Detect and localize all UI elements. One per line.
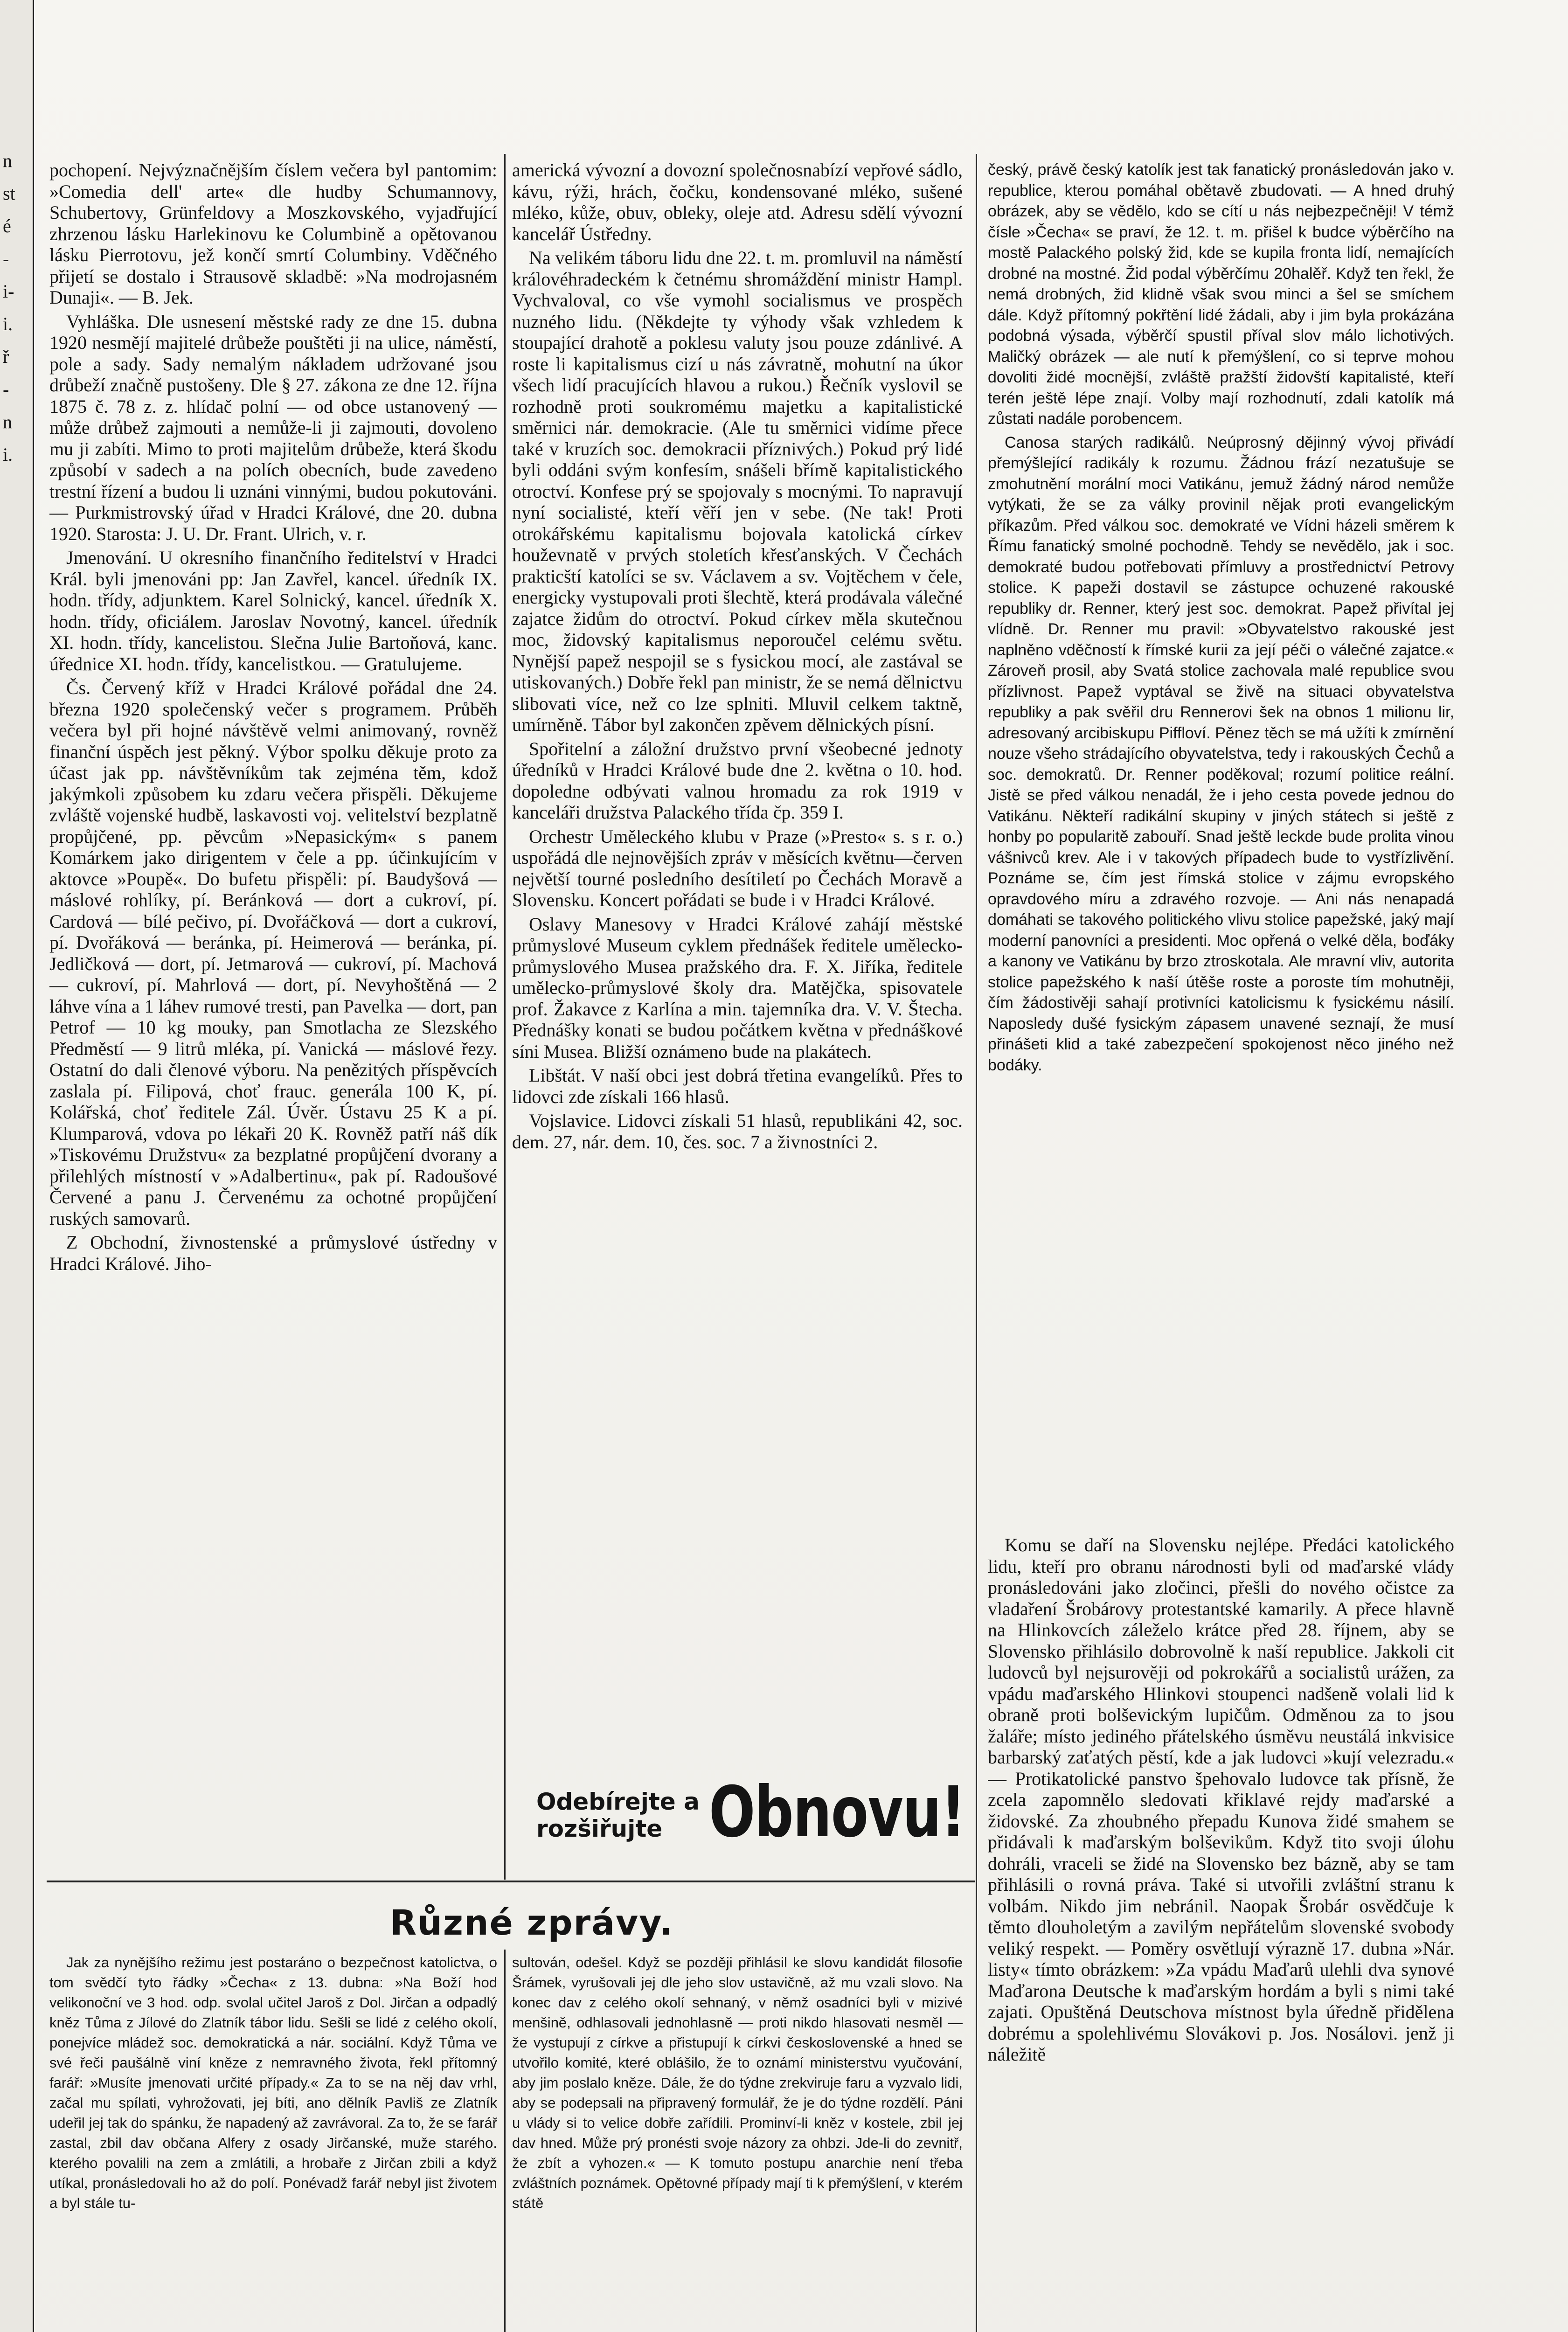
- margin-fragment: n: [3, 411, 12, 432]
- article-paragraph: Orchestr Uměleckého klubu v Praze (»Presto« s. s r. o.) uspořádá dle nejnovějších zpráv v měsících květnu—červen největší tourné posledního desítiletí po Čechách Moravě a Slovensku. Koncert pořádati se bude i v Hradci Králové.: [512, 826, 963, 910]
- article-paragraph: Komu se daří na Slovensku nejlépe. Předáci katolického lidu, kteří pro obranu národnosti byli od maďarské vlády pronásledováni jako zločinci, přešli do nového očistce za vladaření Šrobárovy protestantské kamarily. A přece hlavně na Hlinkovcích záleželo krátce před 28. říjnem, aby se Slovensko přihlásilo dobrovolně k naší republice. Jakkoli cit ludovců byl nejsurověji od pokrokářů a socialistů urážen, za vpádu maďarského Hlinkovi stoupenci nadšeně volali lid k obraně proti bolševickým lupičům. Odměnou za to jsou žaláře; místo jediného přátelského úsměvu neustálá inkvisice barbarský zaťatých pěstí, kde a jak ludovci »kují velezradu.« — Protikatolické panstvo špehovalo ludovce tak přísně, že zcela zapomnělo sledovati křiklavé rejdy maďarské a židovské. Za zhoubného přepadu Kunova židé smahem se přidávali k maďarským bolševikům. Když tito svoji úlohu dohráli, vraceli se židé na Slovensko bez bázně, aby se tam přihlásili o rovná práva. Také si utvořili zvláštní stranu k volbám. Nikdo jim nebránil. Naopak Šrobár osvědčuje k těmto dlouholetým a zavilým nepřátelům slovenské svobody veliký respekt. — Poměry osvětlují výrazně 17. dubna »Nár. listy« tímto obrázkem: »Za vpádu Maďarů ulehli dva synové Maďarona Deutsche k maďarským hordám a byli s nimi také zajati. Opuštěná Deutschova místnost byla úředně přidělena dobrému a spolehlivému Slovákovi p. Jos. Nosálovi. jenž ji náležitě: [988, 1534, 1454, 2065]
- article-column-1: [49, 160, 497, 1881]
- subscription-ad: [536, 1772, 970, 1853]
- article-paragraph: Oslavy Manesovy v Hradci Králové zahájí městské průmyslové Museum cyklem přednášek ředitele umělecko-průmyslového Musea pražského dra. F. X. Jiříka, ředitele umělecko-průmyslové školy dra. Matějčka, spisovatele prof. Žakavce z Karlína a min. tajemníka dra. V. V. Štecha. Přednášky konati se budou počátkem května v přednáškové síni Musea. Bližší oznámeno bude na plakátech.: [512, 913, 963, 1062]
- margin-fragment: i.: [3, 313, 13, 334]
- article-paragraph: český, právě český katolík jest tak fanatický pronásledován jako v. republice, kterou pomáhal obětavě zbudovati. — A hned druhý obrázek, aby se vědělo, kdo se cítí u nás nejbezpečněji! V témž čísle »Čecha« se praví, že 12. t. m. přišel k budce výběrčího na mostě Palackého polský žid, kde se kupila fronta lidí, nemajících drobné na mostné. Žid podal výběrčímu 20halěř. Když ten řekl, že nemá drobných, žid klidně však svou minci a šel se smíchem dále. Když přítomný pokřtění lidé žádali, aby i jim byla prokázána podobná výsada, výběrčí spustil příval slov málo lichotivých. Maličký obrázek — ale nutí k přemýšlení, co si teprve mohou dovoliti židé mocnější, zvláště pražští židovští kapitalisté, kteří terén ještě lépe znají. Volby mají rozhodnutí, zdali katolík má zůstati nadále porobencem.: [988, 161, 1454, 428]
- margin-fragment: é: [3, 215, 11, 236]
- ad-slogan: Odebírejte a rozšiřujte: [536, 1788, 700, 1842]
- article-paragraph: Libštát. V naší obci jest dobrá třetina evangelíků. Přes to lidovci zde získali 166 hlasů.: [512, 1065, 963, 1107]
- article-paragraph: americká vývozní a dovozní společnosnabízí vepřové sádlo, kávu, rýži, hrách, čočku, kondensované mléko, sušené mléko, kůže, obuv, obleky, oleje atd. Adresu sdělí vývozní kancelář Ústředny.: [512, 160, 963, 244]
- article-paragraph: Jak za nynějšího režimu jest postaráno o bezpečnost katolictva, o tom svědčí tyto řádky »Čecha« z 13. dubna: »Na Boží hod velikonoční ve 3 hod. odp. svolal učitel Jaroš z Dol. Jirčan a odpadlý kněz Tůma z Jílové do Zlatník tábor lidu. Sešli se lidé z celého okolí, ponejvíce mládež soc. demokratická a nár. sociální. Když Tůma ve své řeči paušálně viní kněze z nemravného života, řekl přítomný farář: »Musíte jmenovati určité případy.« Za to se na něj dav vrhl, začal mu spílati, vyhrožovati, jej bíti, ano dělník Pavliš ze Zlatník udeřil jej tak do spánku, že napadený až zavrávoral. Za to, že se farář zastal, zbil dav občana Alfery z osady Jirčanské, muže starého. kterého povalili na zem a zmlátili, a hrobaře z Jirčan zbili a když utíkal, pronásledovali ho až do polí. Ponévadž farář nebyl jist životem a byl stále tu-: [49, 1954, 497, 2211]
- ad-title: Obnovu!: [709, 1772, 965, 1853]
- article-paragraph: Jmenování. U okresního finančního ředitelství v Hradci Král. byli jmenováni pp: Jan Zavřel, kancel. úředník IX. hodn. třídy, adjunktem. Karel Solnický, kancel. úředník X. hodn. třídy, oficiálem. Jaroslav Novotný, kancel. úředník XI. hodn. třídy, kancelistou. Slečna Julie Bartoňová, kanc. úřednice XI. hodn. třídy, kancelistkou. — Gratulujeme.: [49, 547, 497, 674]
- article-paragraph: Čs. Červený kříž v Hradci Králové pořádal dne 24. března 1920 společenský večer s programem. Průběh večera byl při hojné návštěvě velmi animovaný, rovněž finanční úspěch jest pěkný. Výbor spolku děkuje proto za účast jak pp. návštěvníkům tak zejména těm, kdož jakýmkoli způsobem ku zdaru večera přispěli. Děkujeme zvláště vojenské hudbě, laskavosti voj. velitelství bezplatně propůjčené, pp. pěvcům »Nepasickým« s panem Komárkem jako dirigentem v čele a pp. účinkujícím v aktovce »Poupě«. Do bufetu přispěli: pí. Baudyšová — máslové rohlíky, pí. Beránková — dort a cukroví, pí. Cardová — bílé pečivo, pí. Dvořáčková — dort a cukroví, pí. Dvořáková — beránka, pí. Heimerová — beránka, pí. Jedličková — dort, pí. Jetmarová — cukroví, pí. Machová — cukroví, pí. Mahrlová — dort, pí. Nevyhoštěná — 2 láhve vína a 1 láhev rumové tresti, pan Pavelka — dort, pan Petrof — 10 kg mouky, pan Smotlacha ze Slezského Předměstí — 9 litrů mléka, pí. Vanická — máslové řezy. Ostatní do dali členové výboru. Na penězitých příspěvcích zaslala pí. Filipová, choť frauc. generála 100 K, pí. Kolářská, choť ředitele Zál. Úvěr. Ústavu 25 K a pí. Klumparová, vdova po lékaři 20 K. Rovněž patří náš dík »Tiskovému Družstvu« za bezplatné propůjčení dvorany a přilehlých místností v »Adalbertinu«, pak pí. Radoušové Červené a panu J. Červenému za ochotné propůjčení ruských samovarů.: [49, 677, 497, 1229]
- column-rule: [504, 1950, 506, 2332]
- section-title: Různé zprávy.: [390, 1903, 673, 1943]
- margin-fragment: st: [3, 183, 15, 204]
- article-paragraph: Na velikém táboru lidu dne 22. t. m. promluvil na náměstí královéhradeckém k četnému shromáždění ministr Hampl. Vychvaloval, co vše vymohl socialismus ve prospěch nuzného lidu. (Někdejte ty výhody však vzhledem k stoupající drahotě a poklesu valuty jsou pouze zdánlivé. A roste li kapitalismus cizí u nás závratně, mohutní na úkor všech lidí pracujících hlavou a rukou.) Řečník vyslovil se rozhodně proti soukromému majetku a kapitalistické směrnici nár. demokracie. (Ale tu směrnici vidíme přece také v kruzích soc. demokracii příznivých.) Pokud prý lidé byli oddáni svým konfesím, snášeli břímě kapitalistického otroctví. Konfese prý se spojovaly s mocnými. To napravují nyní socialisté, kteří věří jen v sebe. (Ne tak! Proti otrokářskému kapitalismu bojovala katolická církev houževnatě v prvých stoletích křesťanských. V Čechách prakticští katolíci se sv. Václavem a sv. Vojtěchem v čele, energicky vystupovali proti šlechtě, která prodávala válečné zajatce židům do otroctví. Pokud církev měla skutečnou moc, židovský kapitalismus neporoučel celému světu. Nynější papež nespojil se s fysickou mocí, ale zastával se utiskovaných.) Dobře řekl pan ministr, že se nemá dělnictvu slibovati více, než co lze splniti. Mluvil celkem taktně, umírněně. Tábor byl zakončen zpěvem dělnických písní.: [512, 247, 963, 735]
- article-paragraph: sultován, odešel. Když se později přihlásil ke slovu kandidát filosofie Šrámek, vyrušovali jej dle jeho slov ustavičně, až mu vzali slovo. Na konec dav z celého okolí sehnaný, v němž osadníci byli v mizivé menšině, odhlasovali jednohlasně — proti nikdo hlasovati nesměl — že vystupují z církve a přistupují k církvi československé a hned se utvořilo komité, které oblášilo, že to oznámí ministerstvu vyučování, aby jim poslalo kněze. Dále, že do týdne zrekviruje faru a vyzvalo lidi, aby se podepsali na připravený formulář, že je do týdne rozdělí. Páni u vlády si to velice dobře zařídili. Prominví-li kněz v kostele, zbil jej dav hned. Může prý pronésti svoje názory za ohbzi. Jde-li do zevnitř, že zbít a vyhozen.« — K tomuto postupu anarchie není třeba zvláštních poznámek. Opětovné případy mají ti k přemýšlení, v kterém státě: [512, 1954, 963, 2211]
- column-rule: [976, 154, 977, 2332]
- article-paragraph: Spořitelní a záložní družstvo první všeobecné jednoty úředníků v Hradci Králové bude dne 2. května o 10. hod. dopoledne odbývati valnou hromadu za rok 1919 v kanceláři družstva Palackého třída čp. 359 I.: [512, 738, 963, 823]
- article-paragraph: Z Obchodní, živnostenské a průmyslové ústředny v Hradci Králové. Jiho-: [49, 1232, 497, 1274]
- section-rule: [47, 1881, 975, 1882]
- margin-fragment: -: [3, 379, 9, 400]
- column-rule: [504, 154, 506, 1880]
- article-column-2: [512, 160, 963, 1764]
- margin-fragment: i-: [3, 281, 14, 302]
- article-paragraph: Vyhláška. Dle usnesení městské rady ze dne 15. dubna 1920 nesmějí majitelé drůbeže pouštěti ji na ulice, náměstí, pole a sady. Sady nemalým nákladem udržované jsou drůbeží značně pustošeny. Dle § 27. zákona ze dne 12. října 1875 č. 78 z. z. hlídač polní — od obce ustanovený — může drůbež zajmouti a nemůže-li ji zajmouti, dovoleno mu ji zabíti. Mimo to proti majitelům drůbeže, která škodu způsobí v sadech a na polích obecních, bude zavedeno trestní řízení a budou li uznáni vinnými, budou pokutováni. — Purkmistrovský úřad v Hradci Králové, dne 20. dubna 1920. Starosta: J. U. Dr. Frant. Ulrich, v. r.: [49, 311, 497, 544]
- article-paragraph: pochopení. Nejvýznačnějším číslem večera byl pantomim: »Comedia dell' arte« dle hudby Schumannovy, Schubertovy, Grünfeldovy a Moszkovského, vyjadřující zhrzenou lásku Harlekinovu ke Columbině a opětovanou lásku Pierrotovu, jež končí smrtí Columbiny. Vděčného přijetí se dostalo i Strausově skladbě: »Na modrojasném Dunaji«. — B. Jek.: [49, 160, 497, 308]
- left-margin-bleed: [0, 0, 34, 2332]
- article-column-4: [49, 1952, 497, 2332]
- margin-fragment: ř: [3, 346, 9, 367]
- margin-fragment: i.: [3, 444, 13, 465]
- article-paragraph: Canosa starých radikálů. Neúprosný dějinný vývoj přivádí přemýšlející radikály k rozumu. Žádnou frází nezatušuje se zmohutnění morální moci Vatikánu, jemuž žádný národ nemůže vytýkati, že se za války provinil nějak proti evangelickým příkazům. Před válkou soc. demokraté ve Vídni házeli směrem k Římu fanatický smolné pochodně. Tehdy se nevědělo, jak i soc. demokraté budou potřebovati přímluvy a prostřednictví Petrovy stolice. K papeži dostavil se zástupce ochuzené rakouské republiky dr. Renner, který jest soc. demokrat. Papež přivítal jej vlídně. Dr. Renner mu pravil: »Obyvatelstvo rakouské jest naplněno vděčností k římské kurii za její péči o válečné zajatce.« Zároveň prosil, aby Svatá stolice zachovala malé republice svou přízlivnost. Papež vyptával se živě na situaci obyvatelstva republiky a pak svěřil dru Rennerovi šek na obnos 1 milionu lir, adresovaný arcibiskupu Piffloví. Pěnez těch se má užíti k zmírnění nouze všeho strádajícího obyvatelstva, tedy i rakouských Čechů a soc. demokratů. Dr. Renner poděkoval; rozumí politice reální. Jistě se před válkou nenadál, že i jeho cesta povede jednou do Vatikánu. Někteří radikální skupiny v jiných státech si ještě z honby po popularitě zabouří. Snad ještě leckde bude prolita vinou vášnivců krev. Ale i v takových případech bude to vystřízlivění. Poznáme se, čím jest římská stolice v zájmu evropského opravdového míru a zdravého rozvoje. — Ani nás nenapadá domáhati se takového politického vlivu stolice papežské, jaký mají moderní panovníci a presidenti. Moc opřená o velké děla, boďáky a kanony ve Vatikánu by brzo ztroskotala. Ale mravní vliv, autorita stolice papežského k naší útěše roste a poroste tím mohutněji, čím žádostivěji sahají protivníci katolicismu k fysickému násilí. Naposledy dušé fysickým zápasem unavené seznají, že musí přinášeti klid a také zabezpečení spokojenost něco jiného než bodáky.: [988, 433, 1454, 1074]
- article-column-3-lower: [988, 1534, 1454, 2332]
- margin-fragment: n: [3, 150, 12, 171]
- article-column-5: [512, 1952, 963, 2332]
- article-paragraph: Vojslavice. Lidovci získali 51 hlasů, republikáni 42, soc. dem. 27, nár. dem. 10, čes. soc. 7 a živnostníci 2.: [512, 1110, 963, 1152]
- article-column-3: [988, 160, 1454, 1526]
- margin-fragment: -: [3, 248, 9, 269]
